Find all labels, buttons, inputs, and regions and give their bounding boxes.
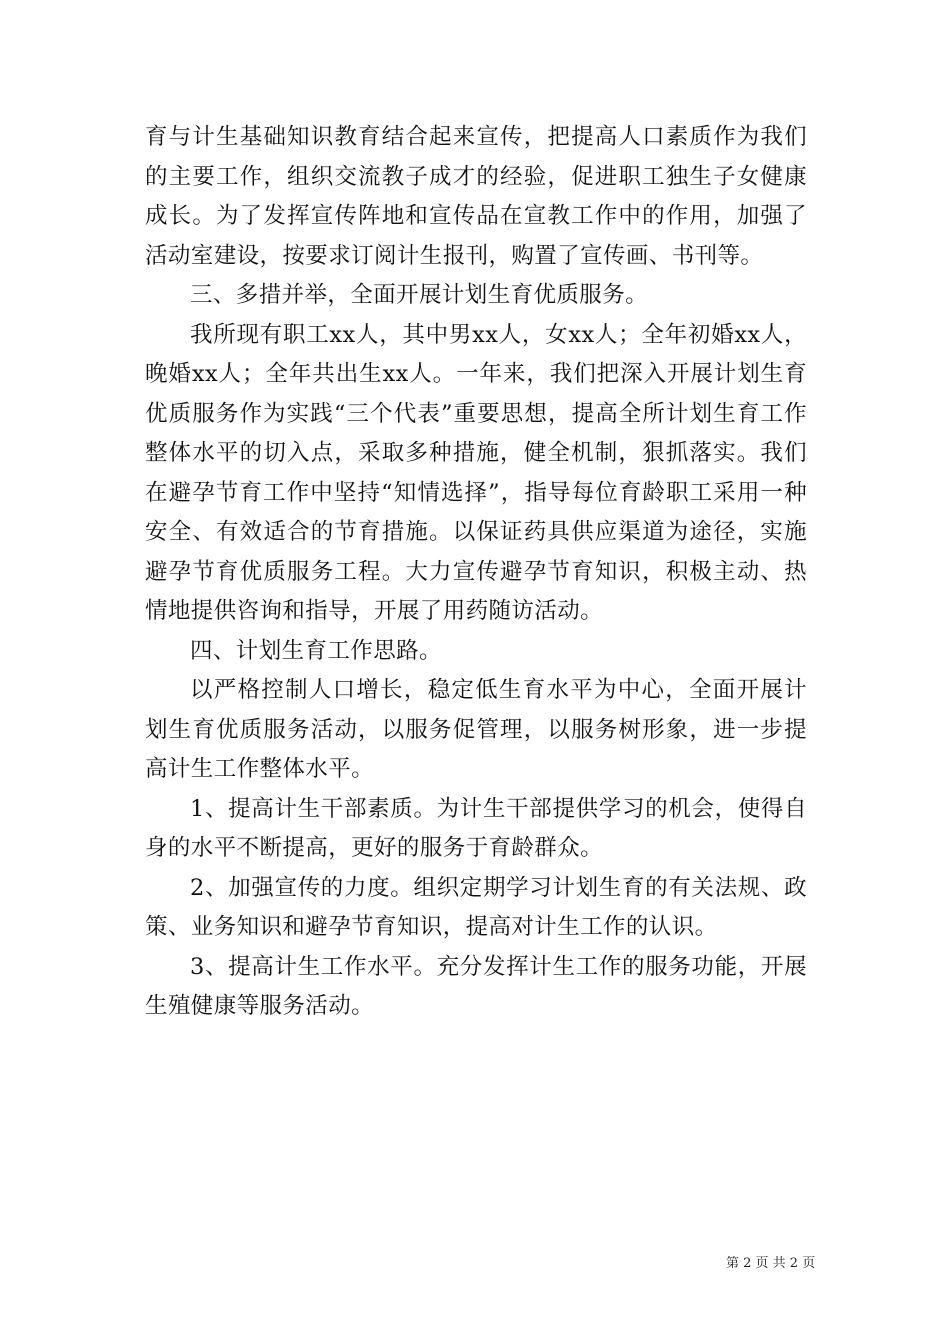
section-heading-four: 四、计划生育工作思路。 — [190, 637, 442, 664]
paragraph-staff-statistics: 我所现有职工xx人，其中男xx人，女xx人；全年初婚xx人，晚婚xx人；全年共出生xx人。一年来，我们把深入开展计划生育优质服务作为实践“三个代表”重要思想，提高全所计划生育工作整体水平的切入点，采取多种措施，健全机制，狠抓落实。我们在避孕节育工作中坚持“知情选择”，指导每位育龄职工采用一种安全、有效适合的节育措施。以保证药具供应渠道为途径，实施避孕节育优质服务工程。大力宣传避孕节育知识，积极主动、热情地提供咨询和指导，开展了用药随访活动。 — [145, 321, 807, 624]
document-body — [145, 118, 807, 1027]
page-number-footer: 第 2 页 共 2 页 — [726, 1256, 816, 1271]
list-item-2: 2、加强宣传的力度。组织定期学习计划生育的有关法规、政策、业务知识和避孕节育知识，提高对计生工作的认识。 — [145, 874, 807, 940]
paragraph-work-approach: 以严格控制人口增长，稳定低生育水平为中心，全面开展计划生育优质服务活动，以服务促管理，以服务树形象，进一步提高计生工作整体水平。 — [145, 677, 807, 782]
list-item-1: 1、提高计生干部素质。为计生干部提供学习的机会，使得自身的水平不断提高，更好的服务于育龄群众。 — [145, 795, 807, 861]
paragraph-continuation: 育与计生基础知识教育结合起来宣传，把提高人口素质作为我们的主要工作，组织交流教子成才的经验，促进职工独生子女健康成长。为了发挥宣传阵地和宣传品在宣教工作中的作用，加强了活动室建设，按要求订阅计生报刊，购置了宣传画、书刊等。 — [145, 124, 807, 269]
section-heading-three: 三、多措并举，全面开展计划生育优质服务。 — [190, 282, 649, 308]
list-item-3: 3、提高计生工作水平。充分发挥计生工作的服务功能，开展生殖健康等服务活动。 — [145, 953, 807, 1019]
